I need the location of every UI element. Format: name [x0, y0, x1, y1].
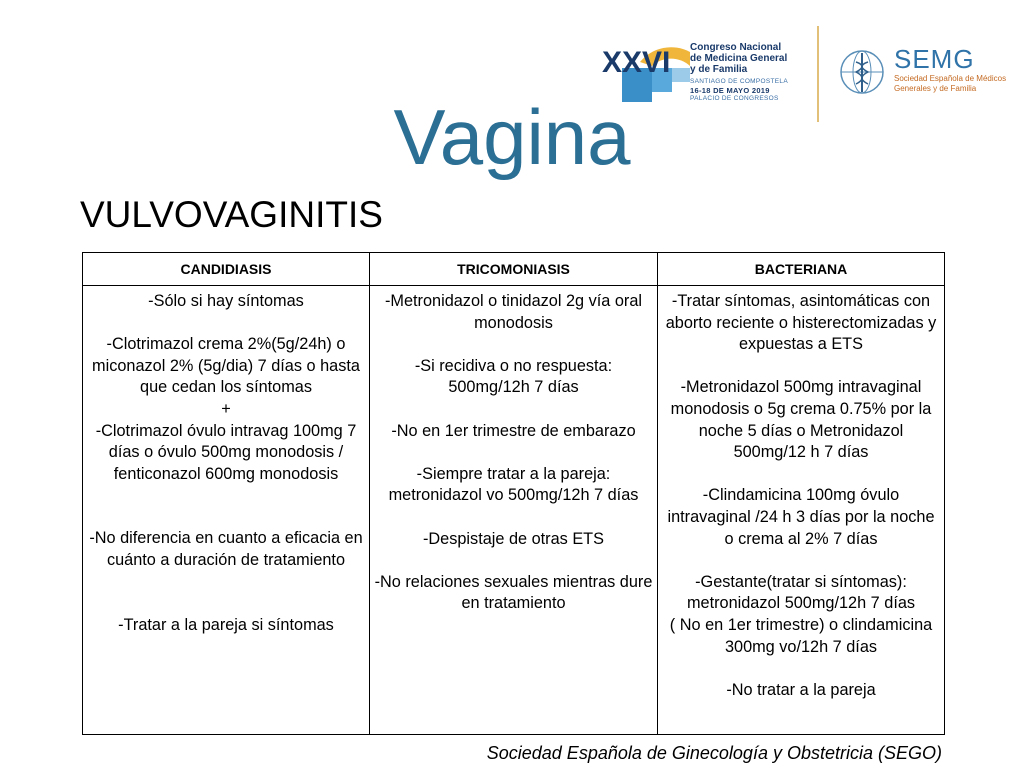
- table-row: [83, 286, 945, 735]
- list-item: -Sólo si hay síntomas: [148, 292, 304, 310]
- svg-text:XXVI: XXVI: [602, 46, 671, 79]
- list-item: -Clotrimazol óvulo intravag 100mg 7 días o óvulo 500mg monodosis / fenticonazol 600mg monodosis: [95, 421, 357, 483]
- cell-tricomoniasis: [370, 286, 658, 735]
- header-tricomoniasis: TRICOMONIASIS: [370, 253, 658, 286]
- section-subtitle: VULVOVAGINITIS: [80, 194, 383, 235]
- caduceus-globe-icon: [838, 48, 886, 96]
- list-item: -No relaciones sexuales mientras dure en tratamiento: [374, 572, 653, 613]
- semg-sub-line-1: Sociedad Española de Médicos: [894, 74, 1007, 83]
- list-item: -Gestante(tratar si síntomas): metronidazol 500mg/12h 7 días: [686, 572, 916, 613]
- list-item: ( No en 1er trimestre) o clindamicina 300mg vo/12h 7 días: [669, 615, 933, 656]
- list-item: -Siempre tratar a la pareja: metronidazol vo 500mg/12h 7 días: [388, 464, 639, 505]
- list-item: -Clindamicina 100mg óvulo intravaginal /24 h 3 días por la noche o crema al 2% 7 días: [667, 486, 935, 548]
- congress-name-line-2: de Medicina General: [690, 53, 788, 64]
- semg-name: SEMG: [894, 44, 975, 74]
- semg-subtitle: [894, 74, 1006, 94]
- list-item: -No diferencia en cuanto a eficacia en cuánto a duración de tratamiento: [89, 529, 363, 569]
- header-bacteriana: BACTERIANA: [658, 253, 945, 286]
- table-header-row: [83, 253, 945, 286]
- congress-dates: 16-18 DE MAYO 2019: [690, 85, 770, 95]
- list-item: +: [221, 399, 231, 418]
- semg-sub-line-2: Generales y de Familia: [894, 84, 977, 93]
- congress-city: SANTIAGO DE COMPOSTELA: [690, 78, 788, 85]
- list-item: -Clotrimazol crema 2%(5g/24h) o miconazol 2% (5g/dia) 7 días o hasta que cedan los síntomas: [92, 335, 360, 397]
- list-item: -Despistaje de otras ETS: [423, 529, 604, 548]
- treatment-table: [82, 252, 945, 735]
- list-item: -Tratar a la pareja si síntomas: [118, 615, 334, 634]
- source-footer: Sociedad Española de Ginecología y Obstetricia (SEGO): [486, 743, 942, 763]
- list-item: -Metronidazol o tinidazol 2g vía oral monodosis: [384, 292, 643, 332]
- cell-candidiasis: [83, 286, 370, 735]
- list-item: -No tratar a la pareja: [726, 680, 876, 699]
- congress-name-line-3: y de Familia: [690, 64, 748, 75]
- cell-bacteriana: [658, 286, 945, 735]
- congress-venue: PALACIO DE CONGRESOS: [690, 95, 779, 102]
- list-item: -Si recidiva o no respuesta: 500mg/12h 7 días: [414, 356, 613, 397]
- list-item: -Tratar síntomas, asintomáticas con aborto reciente o histerectomizadas y expuestas a ETS: [665, 292, 937, 354]
- header-candidiasis: CANDIDIASIS: [83, 253, 370, 286]
- page-title: Vagina: [393, 93, 631, 181]
- congress-name-line-1: Congreso Nacional: [690, 42, 782, 53]
- list-item: -No en 1er trimestre de embarazo: [391, 421, 636, 440]
- list-item: -Metronidazol 500mg intravaginal monodosis o 5g crema 0.75% por la noche 5 días o Metronidazol 500mg/12 h 7 días: [670, 378, 932, 462]
